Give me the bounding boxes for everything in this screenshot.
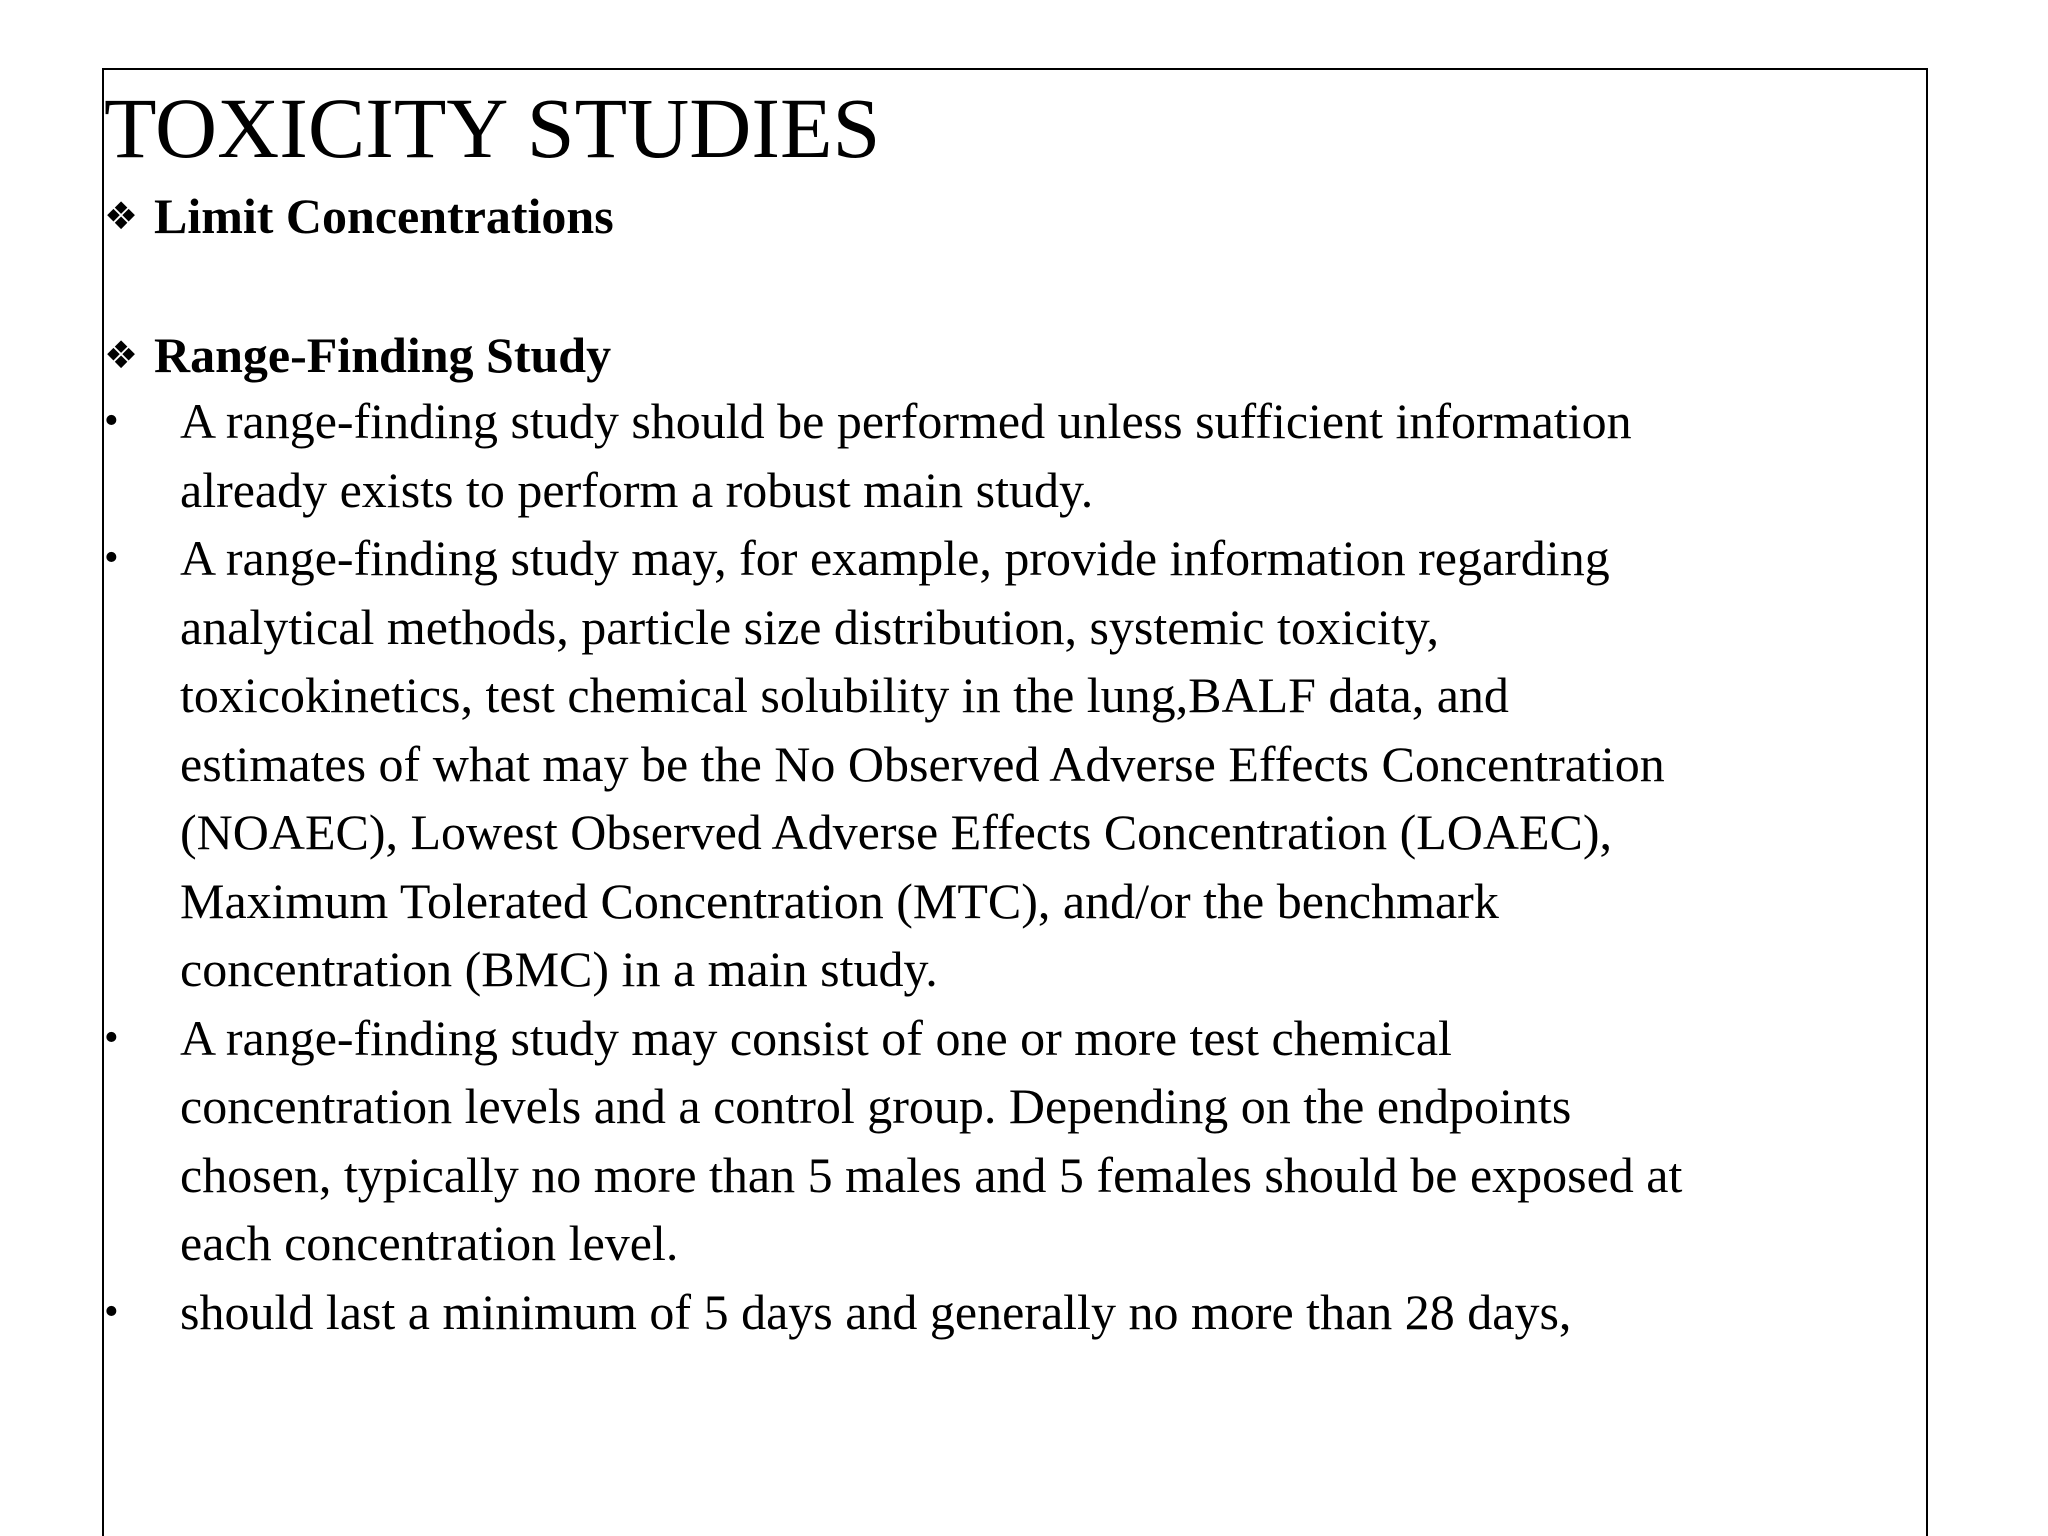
slide-title: TOXICITY STUDIES xyxy=(104,80,881,176)
bullet-list xyxy=(104,387,1924,1346)
bullet-line: chosen, typically no more than 5 males and 5 females should be exposed at xyxy=(180,1146,1683,1203)
bullet-item-4 xyxy=(104,1278,1924,1347)
bullet-item-3 xyxy=(104,1004,1924,1278)
bullet-dot-icon: • xyxy=(104,1288,119,1335)
bullet-line: toxicokinetics, test chemical solubility in the lung,BALF data, and xyxy=(180,667,1509,723)
diamond-bullet-icon: ❖ xyxy=(104,194,139,238)
bullet-line: analytical methods, particle size distribution, systemic toxicity, xyxy=(180,598,1439,655)
bullet-line: A range-finding study should be performed unless sufficient information xyxy=(180,393,1632,449)
bullet-dot-icon: • xyxy=(104,398,119,444)
bullet-line: estimates of what may be the No Observed Adverse Effects Concentration xyxy=(180,735,1665,792)
heading-range-finding-study xyxy=(104,325,611,385)
bullet-item-2 xyxy=(104,524,1924,1004)
bullet-line: each concentration level. xyxy=(180,1215,679,1271)
bullet-line: A range-finding study may consist of one or more test chemical xyxy=(180,1009,1452,1066)
bullet-line: (NOAEC), Lowest Observed Adverse Effects Concentration (LOAEC), xyxy=(180,804,1613,860)
bullet-dot-icon: • xyxy=(104,1014,119,1061)
bullet-line: should last a minimum of 5 days and generally no more than 28 days, xyxy=(180,1283,1572,1340)
heading-limit-concentrations xyxy=(104,186,614,246)
bullet-item-1 xyxy=(104,387,1924,524)
bullet-line: A range-finding study may, for example, provide information regarding xyxy=(180,530,1610,586)
bullet-line: Maximum Tolerated Concentration (MTC), and/or the benchmark xyxy=(180,872,1499,929)
bullet-line: concentration levels and a control group. Depending on the endpoints xyxy=(180,1078,1572,1134)
heading-range-label: Range-Finding Study xyxy=(154,327,612,383)
bullet-line: already exists to perform a robust main study. xyxy=(180,461,1094,518)
bullet-line: concentration (BMC) in a main study. xyxy=(180,941,938,997)
heading-limit-label: Limit Concentrations xyxy=(154,188,614,244)
diamond-bullet-icon: ❖ xyxy=(104,333,139,377)
bullet-dot-icon: • xyxy=(104,535,119,581)
